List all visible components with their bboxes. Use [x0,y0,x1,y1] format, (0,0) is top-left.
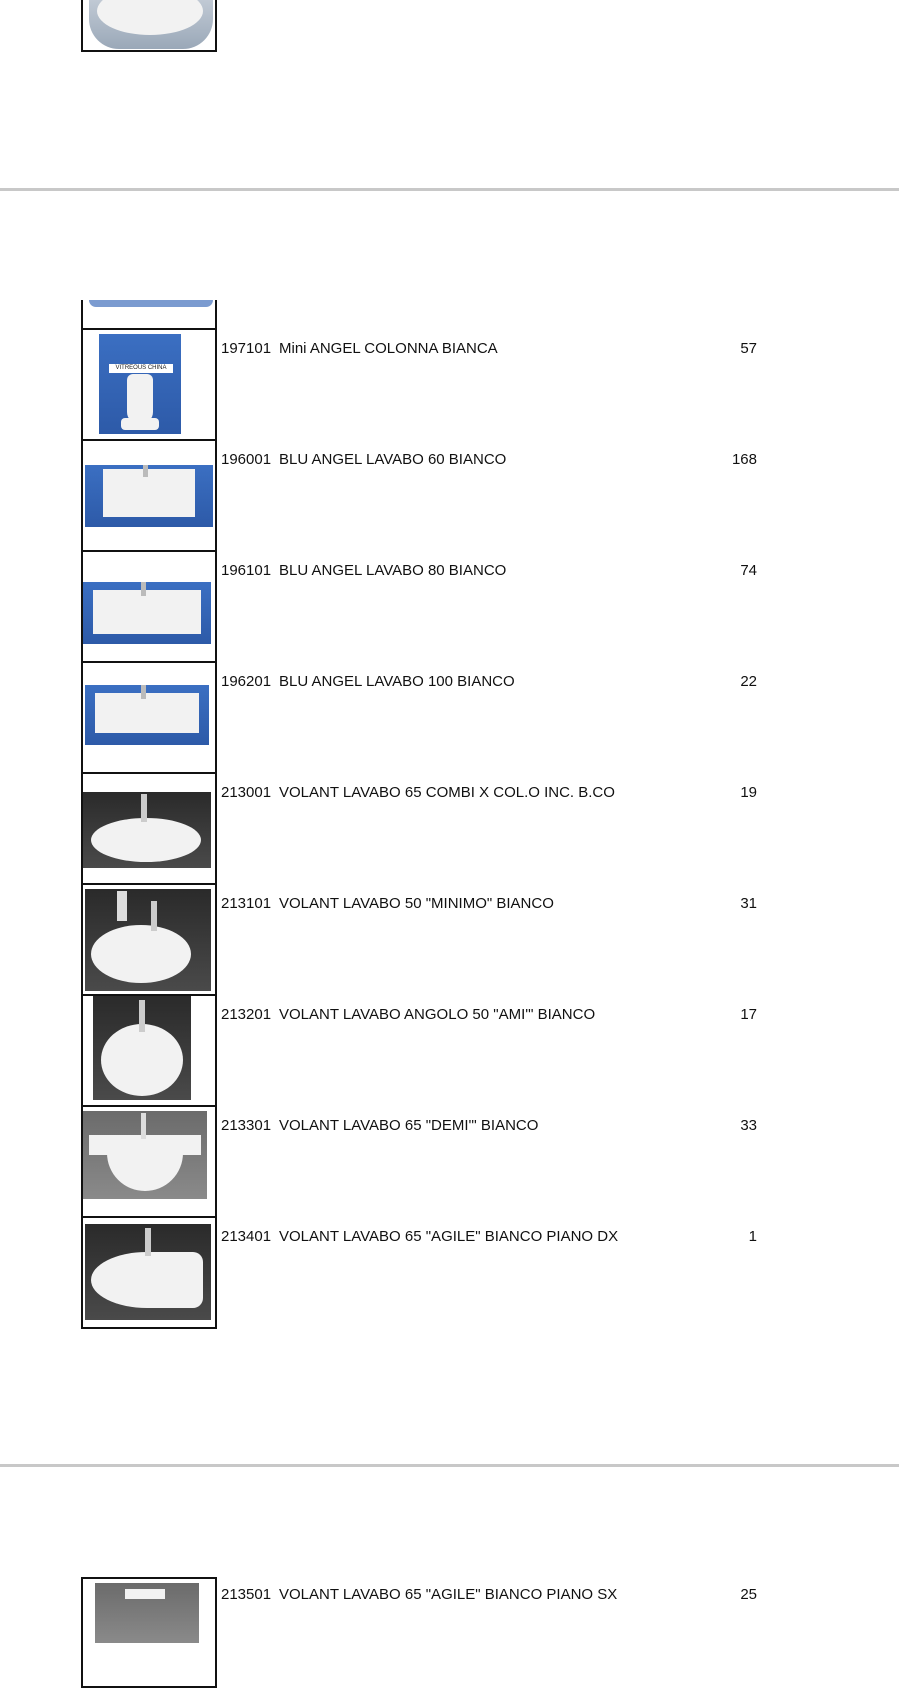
product-code: 213101 [221,895,272,912]
table-row [81,330,761,441]
product-thumbnail [81,885,217,996]
product-quantity: 19 [740,784,757,801]
product-thumbnail [81,441,217,552]
product-description: VOLANT LAVABO 65 "AGILE" BIANCO PIANO DX [279,1228,619,1245]
product-quantity: 22 [740,673,757,690]
product-description: BLU ANGEL LAVABO 60 BIANCO [279,451,507,468]
product-description: BLU ANGEL LAVABO 80 BIANCO [279,562,507,579]
product-thumbnail [81,663,217,774]
page-divider [0,1464,899,1467]
product-description: VOLANT LAVABO 65 COMBI X COL.O INC. B.CO [279,784,615,801]
product-thumbnail [81,1107,217,1218]
product-code: 196001 [221,451,272,468]
page-divider [0,188,899,191]
product-thumbnail [81,1577,217,1688]
product-description: VOLANT LAVABO 65 "DEMI'" BIANCO [279,1117,539,1134]
product-description: BLU ANGEL LAVABO 100 BIANCO [279,673,515,690]
product-code: 196201 [221,673,272,690]
product-code: 213401 [221,1228,272,1245]
product-code: 213001 [221,784,272,801]
table-row [81,441,761,552]
product-code: 213201 [221,1006,272,1023]
product-quantity: 33 [740,1117,757,1134]
product-quantity: 1 [748,1228,757,1245]
product-description: VOLANT LAVABO ANGOLO 50 "AMI'" BIANCO [279,1006,596,1023]
product-thumbnail [81,0,217,52]
table-row [81,996,761,1107]
product-description: Mini ANGEL COLONNA BIANCA [279,340,498,357]
product-quantity: 31 [740,895,757,912]
table-row [81,1107,761,1218]
product-quantity: 25 [740,1586,757,1603]
product-description: VOLANT LAVABO 50 "MINIMO" BIANCO [279,895,554,912]
product-thumbnail [81,330,217,441]
product-code: 196101 [221,562,272,579]
table-row [81,1218,761,1329]
table-row [81,663,761,774]
table-row [81,1577,761,1688]
product-thumbnail [81,1218,217,1329]
product-quantity: 168 [731,451,757,468]
vitreous-china-label: VITREOUS CHINA [109,364,173,373]
table-row [81,552,761,663]
product-quantity: 74 [740,562,757,579]
table-row [81,0,761,52]
thumbnail-fragment [81,300,217,330]
table-row [81,885,761,996]
product-quantity: 17 [740,1006,757,1023]
product-thumbnail [81,552,217,663]
product-description: VOLANT LAVABO 65 "AGILE" BIANCO PIANO SX [279,1586,618,1603]
product-quantity: 57 [740,340,757,357]
product-code: 213301 [221,1117,272,1134]
product-thumbnail [81,774,217,885]
table-row [81,774,761,885]
product-code: 213501 [221,1586,272,1603]
product-thumbnail [81,996,217,1107]
product-code: 197101 [221,340,272,357]
